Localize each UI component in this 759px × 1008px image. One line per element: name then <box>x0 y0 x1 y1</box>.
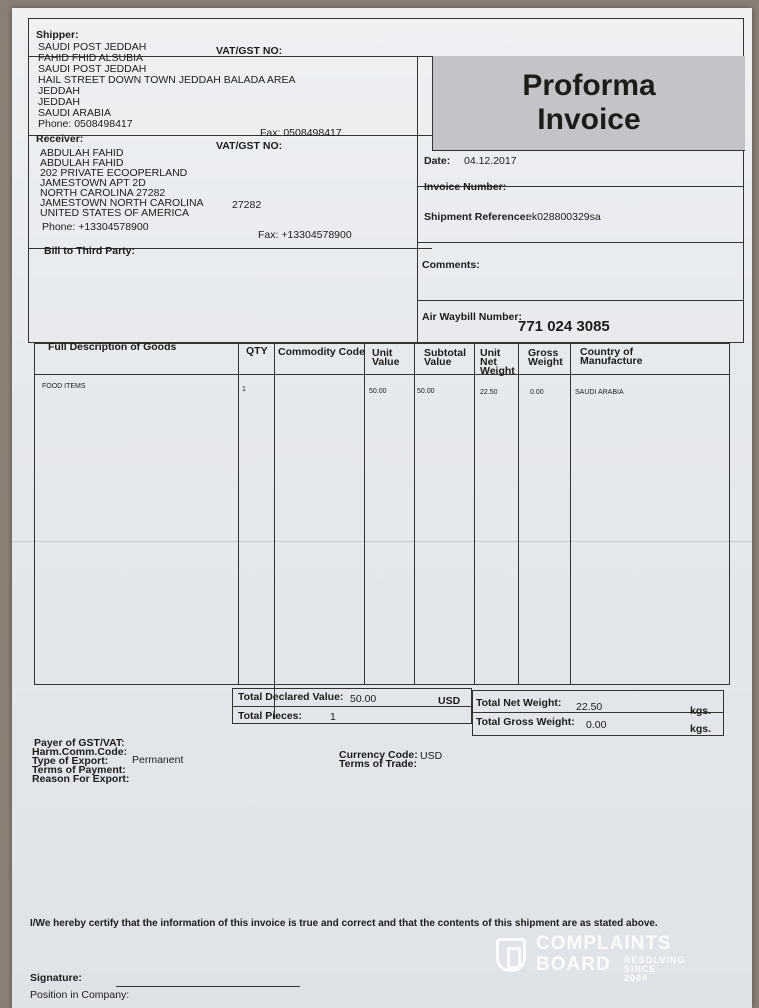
currency-code-value: USD <box>420 750 443 762</box>
type-export-label: Type of Export: <box>32 755 109 767</box>
col-header-subtotal: Subtotal <box>424 347 466 359</box>
receiver-vat-label: VAT/GST NO: <box>216 140 283 152</box>
col-header-qty: QTY <box>246 345 268 357</box>
position-label: Position in Company: <box>30 989 130 1001</box>
total-net-value: 22.50 <box>576 701 603 713</box>
col-line <box>414 343 415 685</box>
col-header-country: Country of <box>580 346 634 358</box>
col-line <box>274 343 275 719</box>
shipment-reference-value: ek028800329sa <box>526 211 601 223</box>
watermark-line: SINCE 2004 <box>624 964 657 983</box>
col-header-unit-net-weight: Net <box>480 356 497 368</box>
receiver-line: NORTH CAROLINA 27282 <box>40 187 166 199</box>
air-waybill-label: Air Waybill Number: <box>422 311 522 323</box>
comments-label: Comments: <box>422 259 480 271</box>
right-line <box>417 242 744 243</box>
total-net-unit: kgs. <box>690 705 712 717</box>
total-declared-label: Total Declared Value: <box>238 691 344 703</box>
col-line <box>238 343 239 685</box>
shield-icon <box>496 938 526 972</box>
goods-row-description: FOOD ITEMS <box>42 383 86 390</box>
air-waybill-value: 771 024 3085 <box>518 318 610 335</box>
total-gross-value: 0.00 <box>586 719 607 731</box>
col-header-commodity-code: Commodity Code <box>278 346 365 358</box>
terms-trade-label: Terms of Trade: <box>339 758 417 770</box>
type-export-value: Permanent <box>132 754 184 766</box>
shipper-bottom-line <box>28 135 432 136</box>
watermark-line: RESOLVING <box>624 955 686 965</box>
goods-row-qty: 1 <box>242 386 246 393</box>
receiver-phone: Phone: +13304578900 <box>42 221 149 233</box>
col-header-unit-value: Unit <box>372 347 393 359</box>
title-line-2: Invoice <box>537 103 641 136</box>
col-header-country: Manufacture <box>580 355 643 367</box>
payer-gst-label: Payer of GST/VAT: <box>34 737 125 749</box>
shipper-vat-label: VAT/GST NO: <box>216 45 283 57</box>
shipper-phone: Phone: 0508498417 <box>38 118 133 130</box>
col-header-unit-net-weight: Unit <box>480 347 501 359</box>
receiver-line: ABDULAH FAHID <box>40 147 124 159</box>
document-title <box>432 56 745 151</box>
shipper-label: Shipper: <box>36 29 79 41</box>
shipper-fax: Fax: 0508498417 <box>260 127 342 139</box>
goods-row-unit-value: 50.00 <box>369 388 387 395</box>
col-line <box>570 343 571 685</box>
total-pieces-value: 1 <box>330 711 336 723</box>
total-net-label: Total Net Weight: <box>476 697 562 709</box>
shipper-line: SAUDI POST JEDDAH <box>38 41 147 53</box>
date-label: Date: <box>424 155 451 167</box>
shipper-line: HAIL STREET DOWN TOWN JEDDAH BALADA AREA <box>38 74 296 86</box>
signature-label: Signature: <box>30 972 82 984</box>
goods-header-line <box>34 374 730 375</box>
col-line <box>518 343 519 685</box>
col-header-gross-weight: Weight <box>528 356 563 368</box>
total-gross-label: Total Gross Weight: <box>476 716 575 728</box>
watermark-line: COMPLAINTS <box>536 933 672 954</box>
total-declared-value: 50.00 <box>350 693 377 705</box>
col-header-unit-net-weight: Weight <box>480 365 515 377</box>
certify-statement: I/We hereby certify that the information of this invoice is true and correct and that the contents of this shipment are as stated above. <box>30 918 658 929</box>
total-declared-currency: USD <box>438 695 461 707</box>
total-pieces-label: Total Pieces: <box>238 710 302 722</box>
col-header-unit-value: Value <box>372 356 400 368</box>
col-line <box>364 343 365 685</box>
title-line-1: Proforma <box>522 69 656 102</box>
shipment-reference-label: Shipment Reference: <box>424 211 530 223</box>
receiver-line: ABDULAH FAHID <box>40 157 124 169</box>
invoice-paper <box>12 8 752 1008</box>
receiver-label: Receiver: <box>36 133 84 145</box>
goods-row-unit-net: 22.50 <box>480 389 498 396</box>
terms-payment-label: Terms of Payment: <box>32 764 126 776</box>
shipper-line: JEDDAH <box>38 96 81 108</box>
receiver-line: JAMESTOWN NORTH CAROLINA <box>40 197 204 209</box>
shipper-line: JEDDAH <box>38 85 81 97</box>
col-line <box>474 343 475 685</box>
right-line <box>417 300 744 301</box>
harm-code-label: Harm.Comm.Code: <box>32 746 128 758</box>
currency-code-label: Currency Code: <box>339 749 418 761</box>
receiver-fax: Fax: +13304578900 <box>258 229 352 241</box>
bill-third-party-label: Bill to Third Party: <box>44 245 136 257</box>
total-gross-unit: kgs. <box>690 723 712 735</box>
receiver-zip: 27282 <box>232 199 262 211</box>
receiver-line: 202 PRIVATE ECOOPERLAND <box>40 167 188 179</box>
watermark-line: BOARD <box>536 954 611 975</box>
col-header-gross-weight: Gross <box>528 347 559 359</box>
goods-row-country: SAUDI ARABIA <box>575 389 624 396</box>
reason-export-label: Reason For Export: <box>32 773 130 785</box>
shipper-line: SAUDI POST JEDDAH <box>38 63 147 75</box>
totals-left-mid <box>232 706 472 707</box>
col-header-subtotal: Value <box>424 356 452 368</box>
col-header-description: Full Description of Goods <box>48 341 177 353</box>
receiver-line: JAMESTOWN APT 2D <box>40 177 146 189</box>
goods-row-subtotal: 50.00 <box>417 388 435 395</box>
invoice-number-label: Invoice Number: <box>424 181 507 193</box>
signature-line <box>116 986 300 987</box>
goods-row-gross: 0.00 <box>530 389 544 396</box>
date-value: 04.12.2017 <box>464 155 517 167</box>
shipper-line: FAHID FHID ALSUBIA <box>38 52 144 64</box>
shipper-line: SAUDI ARABIA <box>38 107 111 119</box>
receiver-line: UNITED STATES OF AMERICA <box>40 207 189 219</box>
